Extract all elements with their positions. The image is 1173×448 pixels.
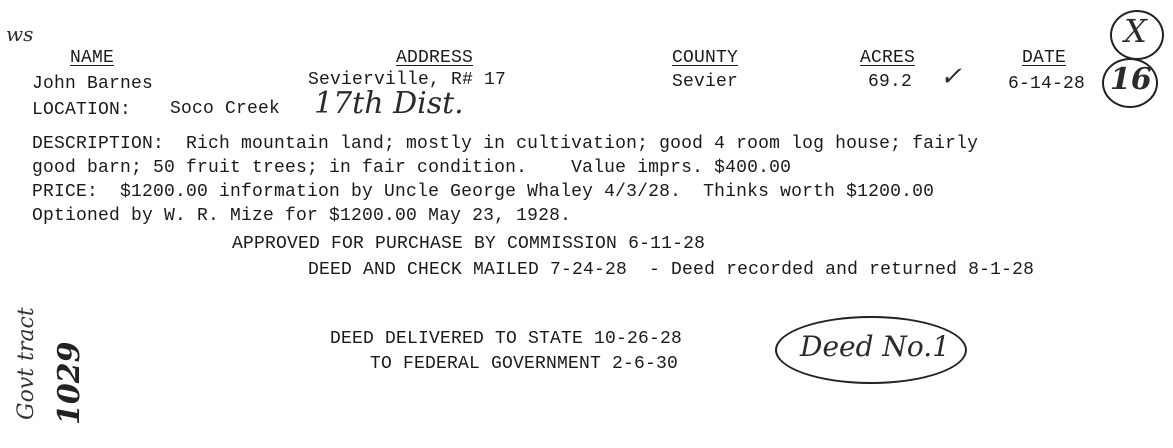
deed-mailed-line: DEED AND CHECK MAILED 7-24-28 - Deed recorded and returned 8-1-28 — [308, 260, 1035, 280]
initials-note: ws — [6, 22, 34, 46]
deed-number: Deed No.1 — [800, 330, 950, 363]
location-value: Soco Creek — [170, 99, 281, 119]
owner-address: Sevierville, R# 17 — [308, 70, 507, 90]
margin-number: 1029 — [52, 341, 87, 425]
acres-value: 69.2 — [868, 72, 913, 92]
margin-note: Govt tract — [14, 307, 39, 420]
description-line: DESCRIPTION: Rich mountain land; mostly in cultivation; good 4 room log house; fairly — [32, 134, 979, 154]
header-name: NAME — [70, 48, 115, 68]
header-address: ADDRESS — [396, 48, 474, 68]
price-line: PRICE: $1200.00 information by Uncle George Whaley 4/3/28. Thinks worth $1200.00 — [32, 182, 935, 202]
deed-delivered-line: DEED DELIVERED TO STATE 10-26-28 — [330, 329, 683, 349]
description-line: good barn; 50 fruit trees; in fair condition. Value imprs. $400.00 — [32, 158, 792, 178]
federal-line: TO FEDERAL GOVERNMENT 2-6-30 — [370, 354, 679, 374]
crossed-mark: X — [1124, 12, 1147, 50]
check-mark: ✓ — [940, 62, 962, 92]
owner-name: John Barnes — [32, 74, 154, 94]
location-label: LOCATION: — [32, 100, 132, 120]
header-acres: ACRES — [860, 48, 916, 68]
county-value: Sevier — [672, 72, 739, 92]
tract-number: 16 — [1110, 62, 1152, 97]
location-district: 17th Dist. — [314, 86, 464, 121]
option-line: Optioned by W. R. Mize for $1200.00 May 23, 1928. — [32, 206, 572, 226]
header-county: COUNTY — [672, 48, 739, 68]
date-value: 6-14-28 — [1008, 74, 1086, 94]
approval-line: APPROVED FOR PURCHASE BY COMMISSION 6-11-28 — [232, 234, 706, 254]
header-date: DATE — [1022, 48, 1067, 68]
